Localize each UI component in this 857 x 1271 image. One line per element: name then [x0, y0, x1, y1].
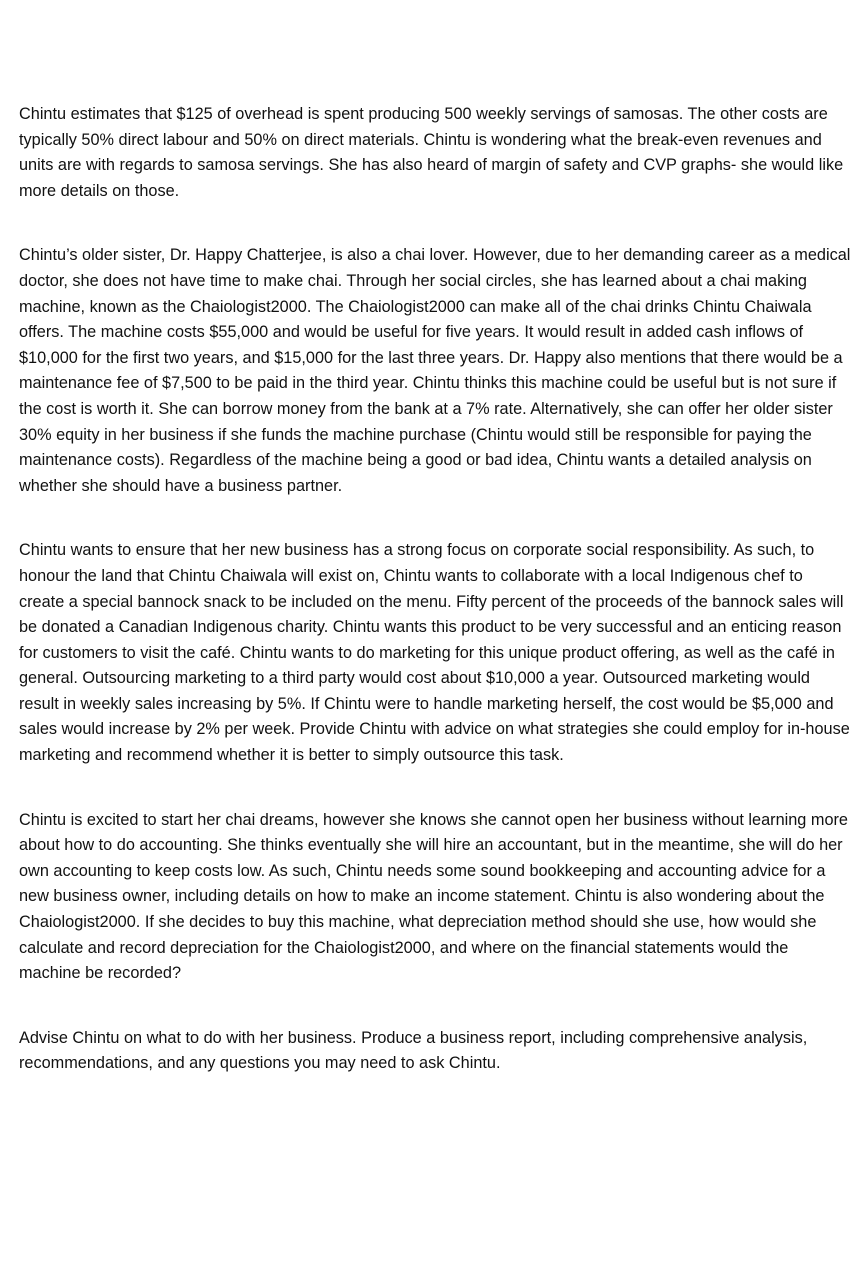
- paragraph-samosa-breakeven: Chintu estimates that $125 of overhead is spent producing 500 weekly servings of samosas. The other costs are typically 50% direct labour and 50% on direct materials. Chintu is wondering what the break-even revenues and units are with regards to samosa servings. She has also heard of margin of safety and CVP graphs- she would like more details on those.: [19, 105, 844, 200]
- paragraph-bannock-marketing: Chintu wants to ensure that her new business has a strong focus on corporate social responsibility. As such, to honour the land that Chintu Chaiwala will exist on, Chintu wants to collaborate with a local Indigenous chef to create a special bannock snack to be included on the menu. Fifty percent of the proceeds of the bannock sales will be donated a Canadian Indigenous charity. Chintu wants this product to be very successful and an enticing reason for customers to visit the café. Chintu wants to do marketing for this unique product offering, as well as the café in general. Outsourcing marketing to a third party would cost about $10,000 a year. Outsourced marketing would result in weekly sales increasing by 5%. If Chintu were to handle marketing herself, the cost would be $5,000 and sales would increase by 2% per week. Provide Chintu with advice on what strategies she could employ for in-house marketing and recommend whether it is better to simply outsource this task.: [19, 541, 850, 765]
- paragraph-accounting-advice: Chintu is excited to start her chai dreams, however she knows she cannot open her business without learning more about how to do accounting. She thinks eventually she will hire an accountant, but in the meantime, she will do her own accounting to keep costs low. As such, Chintu needs some sound bookkeeping and accounting advice for a new business owner, including details on how to make an income statement. Chintu is also wondering about the Chaiologist2000. If she decides to buy this machine, what depreciation method should she use, how would she calculate and record depreciation for the Chaiologist2000, and where on the financial statements would the machine be recorded?: [19, 810, 848, 983]
- paragraph-business-report-task: Advise Chintu on what to do with her business. Produce a business report, including comprehensive analysis, recommendations, and any questions you may need to ask Chintu.: [19, 1028, 808, 1073]
- document-page: [19, 102, 851, 1077]
- paragraph-chaiologist-machine: Chintu’s older sister, Dr. Happy Chatterjee, is also a chai lover. However, due to her demanding career as a medical doctor, she does not have time to make chai. Through her social circles, she has learned about a chai making machine, known as the Chaiologist2000. The Chaiologist2000 can make all of the chai drinks Chintu Chaiwala offers. The machine costs $55,000 and would be useful for five years. It would result in added cash inflows of $10,000 for the first two years, and $15,000 for the last three years. Dr. Happy also mentions that there would be a maintenance fee of $7,500 to be paid in the third year. Chintu thinks this machine could be useful but is not sure if the cost is worth it. She can borrow money from the bank at a 7% rate. Alternatively, she can offer her older sister 30% equity in her business if she funds the machine purchase (Chintu would still be responsible for paying the maintenance costs). Regardless of the machine being a good or bad idea, Chintu wants a detailed analysis on whether she should have a business partner.: [19, 246, 851, 495]
